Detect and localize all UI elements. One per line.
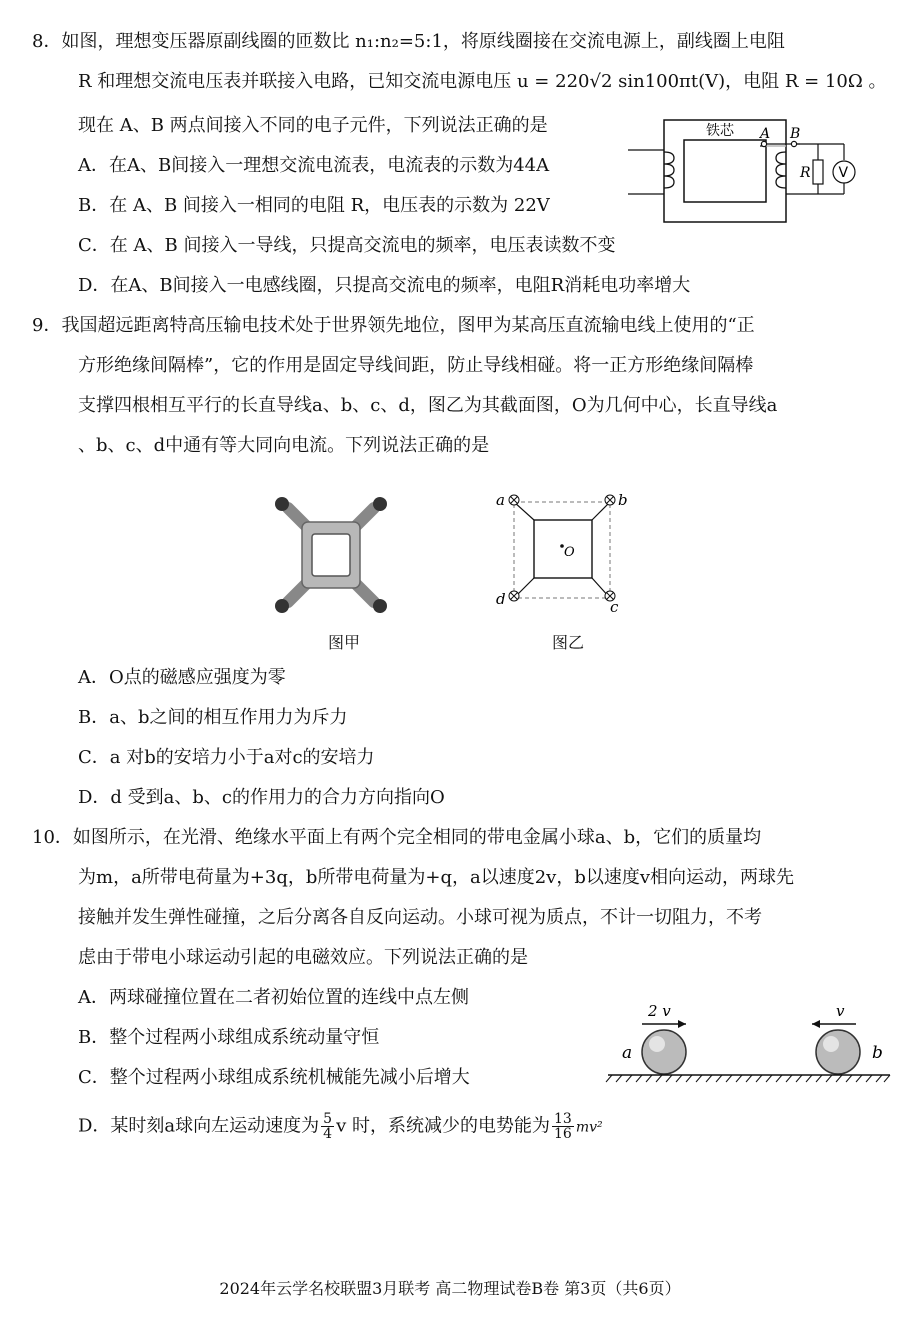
primary-coil [664,152,674,188]
q10-option-d-prefix: D．某时刻a球向左运动速度为 [78,1115,320,1137]
iron-core-inner [684,140,766,202]
q10-option-d-middle: v 时，系统减少的电势能为 [336,1115,550,1137]
clamp-bottom-right [373,599,387,613]
fraction-denominator: 16 [553,1126,572,1142]
voltmeter-label: V [838,165,849,181]
q10-line3: 接触并发生弹性碰撞，之后分离各自反向运动。小球可视为质点，不计一切阻力，不考 [78,907,762,928]
q9-option-c: C．a 对b的安培力小于a对c的安培力 [78,747,375,768]
q8-option-a: A．在A、B间接入一理想交流电流表，电流表的示数为44A [78,155,550,176]
q10-option-b: B．整个过程两小球组成系统动量守恒 [78,1027,380,1048]
transformer-diagram [624,116,884,226]
q10-line4: 虑由于带电小球运动引起的电磁效应。下列说法正确的是 [78,947,528,968]
clamp-bottom-left [275,599,289,613]
ground-hatching [606,1075,890,1082]
iron-core-label: 铁芯 [706,123,734,139]
wire-a-current-icon [509,495,519,505]
terminal-b-label: B [790,126,801,142]
terminal-a-label: A [760,126,771,142]
q9-line4: 、b、c、d中通有等大同向电流。下列说法正确的是 [78,435,490,456]
q9-line2: 方形绝缘间隔棒”，它的作用是固定导线间距，防止导线相碰。将一正方形绝缘间隔棒 [78,355,754,376]
ball-b [816,1030,860,1074]
clamp-top-left [275,497,289,511]
spacer-photo [266,490,396,620]
ball-a-label: a [622,1043,633,1063]
q9-line3: 支撑四根相互平行的长直导线a、b、c、d，图乙为其截面图，O为几何中心，长直导线a [78,395,778,416]
wire-c-label: c [610,598,619,616]
q9-option-d: D．d 受到a、b、c的作用力的合力方向指向O [78,787,445,808]
q9-option-b: B．a、b之间的相互作用力为斥力 [78,707,348,728]
q10-line2: 为m，a所带电荷量为+3q，b所带电荷量为+q，a以速度2v，b以速度v相向运动，两球先 [78,867,795,888]
fraction-five-fourths [321,1112,334,1141]
terminal-a [761,141,766,146]
resistor [813,160,823,184]
q9-option-a: A．O点的磁感应强度为零 [78,667,286,688]
q10-option-d [78,1112,603,1141]
q8-option-b: B．在 A、B 间接入一相同的电阻 R，电压表的示数为 22V [78,195,550,216]
velocity-b-label: v [836,1002,845,1020]
q10-option-d-suffix: mv² [575,1119,603,1136]
resistor-label: R [800,165,811,181]
ball-b-label: b [872,1043,883,1063]
ball-a [642,1030,686,1074]
q9-line1: 9．我国超远距离特高压输电技术处于世界领先地位，图甲为某高压直流输电线上使用的“正 [32,315,755,336]
secondary-coil [776,152,786,188]
q8-line2: R 和理想交流电压表并联接入电路，已知交流电源电压 u = 220√2 sin100πt(V)，电阻 R = 10Ω 。 [78,71,887,92]
velocity-a-label: 2 v [648,1002,671,1020]
figure-caption-yi: 图乙 [552,633,585,652]
wire-b-label: b [618,491,628,509]
fraction-thirteen-sixteenths [552,1112,574,1141]
q8-line1: 8．如图，理想变压器原副线圈的匝数比 n₁:n₂=5:1，将原线圈接在交流电源上，副线圈上电阻 [32,31,785,52]
terminal-b [791,141,796,146]
q8-line3: 现在 A、B 两点间接入不同的电子元件，下列说法正确的是 [78,115,548,136]
balls-diagram [604,1000,894,1090]
wire-a-label: a [496,491,505,509]
q8-option-c: C．在 A、B 间接入一导线，只提高交流电的频率，电压表读数不变 [78,235,616,256]
fraction-numerator: 5 [323,1111,333,1127]
q10-option-c: C．整个过程两小球组成系统机械能先减小后增大 [78,1067,470,1088]
q10-option-a: A．两球碰撞位置在二者初始位置的连线中点左侧 [78,987,469,1008]
cross-section-diagram [492,488,632,616]
wire-d-current-icon [509,591,519,601]
wire-d-label: d [496,590,506,608]
fraction-numerator: 13 [553,1111,572,1127]
page-footer: 2024年云学名校联盟3月联考 高二物理试卷B卷 第3页（共6页） [219,1279,681,1298]
spacer-square [534,520,592,578]
figure-caption-jia: 图甲 [328,633,361,652]
q10-line1: 10．如图所示，在光滑、绝缘水平面上有两个完全相同的带电金属小球a、b，它们的质量均 [32,827,762,848]
wire-b-current-icon [605,495,615,505]
q8-option-d: D．在A、B间接入一电感线圈，只提高交流电的频率，电阻R消耗电功率增大 [78,275,691,296]
fraction-denominator: 4 [323,1126,333,1142]
clamp-top-right [373,497,387,511]
center-label: O [564,545,575,560]
